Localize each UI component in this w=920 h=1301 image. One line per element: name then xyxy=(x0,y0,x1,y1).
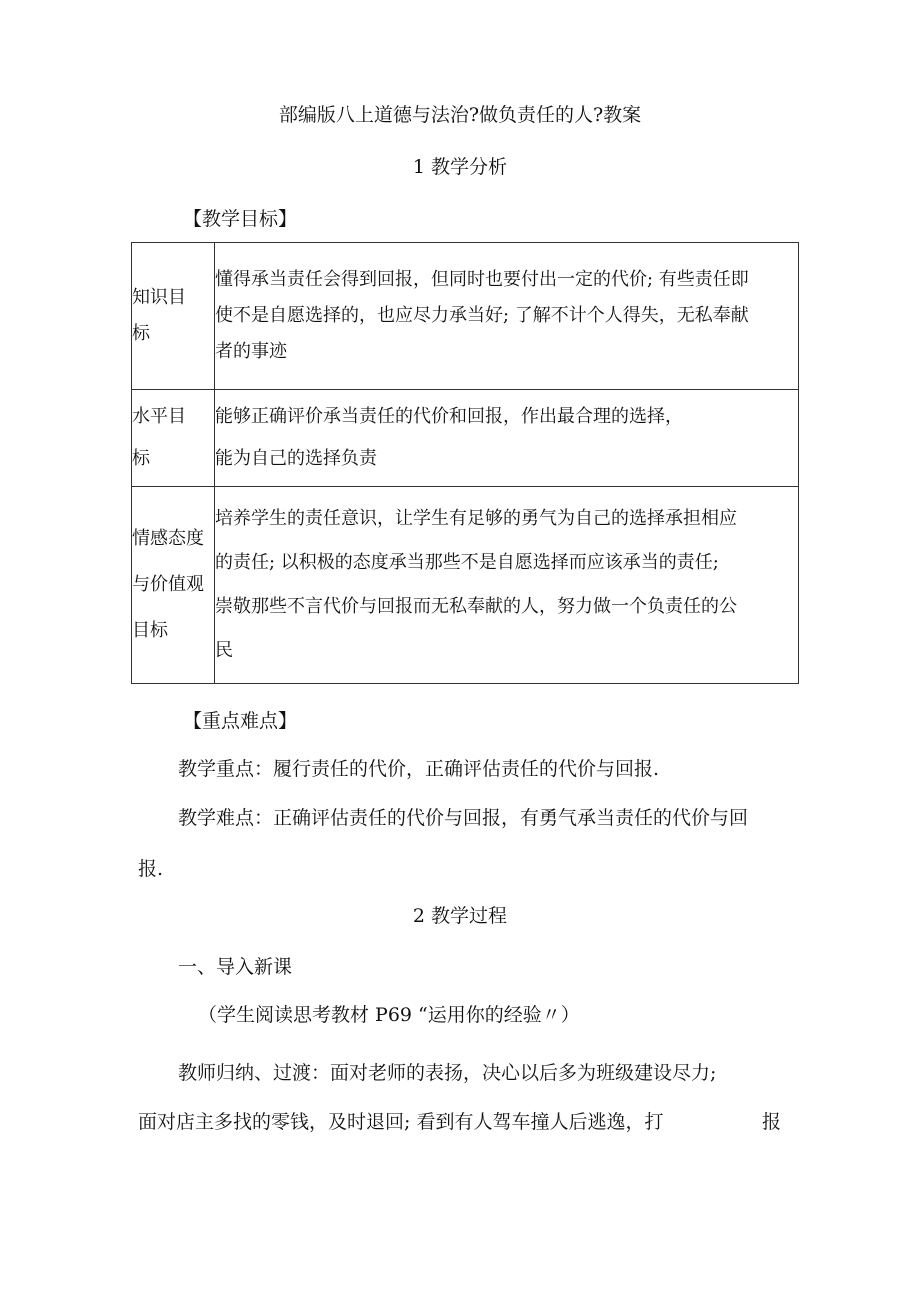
difficulty-text-line1: 教学难点：正确评估责任的代价与回报，有勇气承当责任的代价与回 xyxy=(178,807,749,829)
objectives-table xyxy=(131,242,799,684)
row-label-attitude: 情感态度 与价值观 目标 xyxy=(132,487,215,684)
table-row xyxy=(132,243,799,390)
keypoints-heading: 【重点难点】 xyxy=(183,710,298,732)
row-content-attitude: 培养学生的责任意识，让学生有足够的勇气为自己的选择承担相应 的责任; 以积极的态度承当那些不是自愿选择而应该承当的责任; 崇敬那些不言代价与回报而无私奉献的人，努力做一个负责任的公 民 xyxy=(215,487,799,684)
document-title: 部编版八上道德与法治?做负责任的人?教案 xyxy=(278,104,642,126)
reading-note: （学生阅读思考教材 P69 “运用你的经验〃） xyxy=(198,1004,580,1026)
section-heading-process: 2 教学过程 xyxy=(412,905,508,927)
row-label-ability: 水平目 标 xyxy=(132,390,215,487)
objectives-heading: 【教学目标】 xyxy=(183,208,298,230)
teacher-summary-line1: 教师归纳、过渡：面对老师的表扬，决心以后多为班级建设尽力; xyxy=(178,1062,717,1084)
table-row xyxy=(132,390,799,487)
row-label-knowledge: 知识目 标 xyxy=(132,243,215,390)
row-content-ability: 能够正确评价承当责任的代价和回报，作出最合理的选择， 能为自己的选择负责 xyxy=(215,390,799,487)
teacher-summary-line2: 面对店主多找的零钱，及时退回; 看到有人驾车撞人后逃逸，打 xyxy=(138,1111,664,1133)
teacher-summary-line2-tail: 报 xyxy=(762,1111,782,1133)
part1-heading: 一、导入新课 xyxy=(178,956,293,978)
section-heading-analysis: 1 教学分析 xyxy=(412,156,508,178)
difficulty-text-line2: 报. xyxy=(138,858,164,880)
row-content-knowledge: 懂得承当责任会得到回报，但同时也要付出一定的代价; 有些责任即 使不是自愿选择的，也应尽力承当好; 了解不计个人得失，无私奉献 者的事迹 xyxy=(215,243,799,390)
key-point-text: 教学重点：履行责任的代价，正确评估责任的代价与回报. xyxy=(178,758,660,780)
table-row xyxy=(132,487,799,684)
